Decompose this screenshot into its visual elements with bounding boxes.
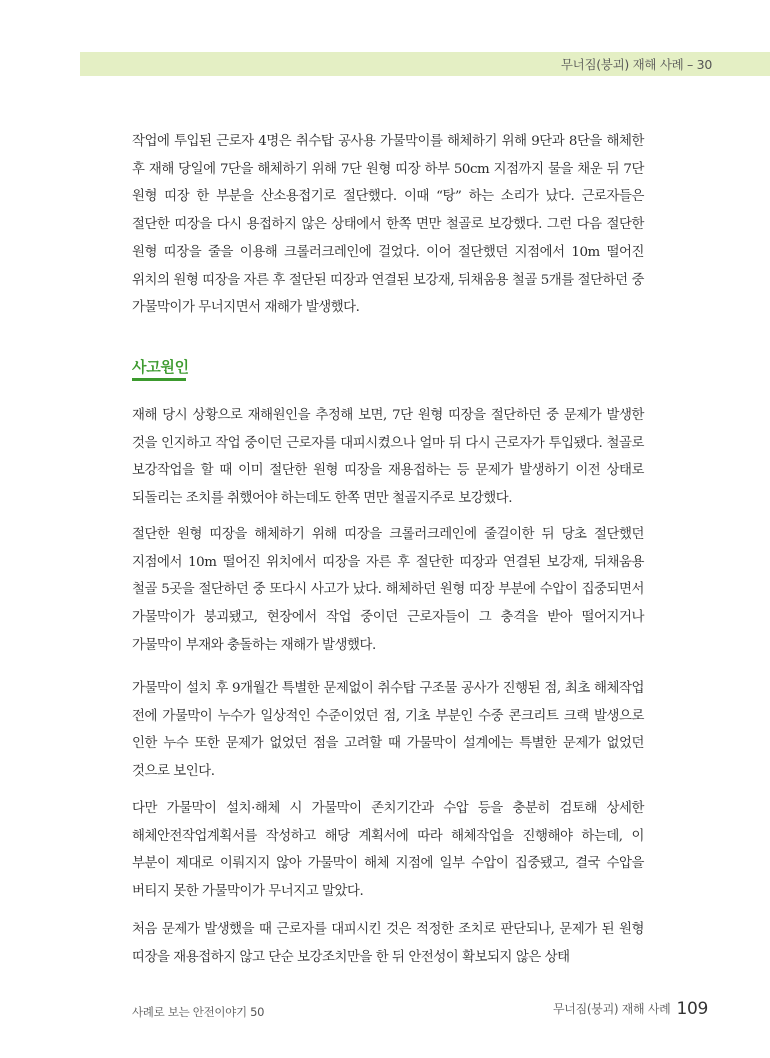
paragraph-4: 다만 가물막이 설치·해체 시 가물막이 존치기간과 수압 등을 충분히 검토해 상세한 해체안전작업계획서를 작성하고 해당 계획서에 따라 해체작업을 진행해야 하는데, 이 부분이 제대로 이뤄지지 않아 가물막이 해체 지점에 일부 수압이 집중됐고, 결국 수압을 버티지 못한 가물막이가 무너지고 말았다. — [132, 801, 644, 900]
running-header: 무너짐(붕괴) 재해 사례 – 30 — [560, 57, 712, 72]
paragraph-3: 가물막이 설치 후 9개월간 특별한 문제없이 취수탑 구조물 공사가 진행된 점, 최초 해체작업 전에 가물막이 누수가 일상적인 수준이었던 점, 기초 부분인 수중 콘크리트 크랙 발생으로 인한 누수 또한 문제가 없었던 점을 고려할 때 가물막이 설계에는 특별한 문제가 없었던 것으로 보인다. — [132, 681, 644, 780]
intro-paragraph: 작업에 투입된 근로자 4명은 취수탑 공사용 가물막이를 해체하기 위해 9단과 8단을 해체한 후 재해 당일에 7단을 해체하기 위해 7단 원형 띠장 하부 50cm 지점까지 물을 채운 뒤 7단 원형 띠장 한 부분을 산소용접기로 절단했다. 이때 “탕” 하는 소리가 났다. 근로자들은 절단한 띠장을 다시 용접하지 않은 상태에서 한쪽 면만 철골로 보강했다. 그런 다음 절단한 원형 띠장을 줄을 이용해 크롤러크레인에 걸었다. 이어 절단했던 지점에서 10m 떨어진 위치의 원형 띠장을 자른 후 절단된 띠장과 연결된 보강재, 뒤채움용 철골 5개를 절단하던 중 가물막이가 무너지면서 재해가 발생했다. — [132, 134, 644, 316]
footer-right — [553, 999, 708, 1019]
footer-book-title: 사례로 보는 안전이야기 50 — [132, 1005, 265, 1019]
paragraph-2: 절단한 원형 띠장을 해체하기 위해 띠장을 크롤러크레인에 줄걸이한 뒤 당초 절단했던 지점에서 10m 떨어진 위치에서 띠장을 자른 후 절단한 띠장과 연결된 보강재, 뒤채움용 철골 5곳을 절단하던 중 또다시 사고가 났다. 해체하던 원형 띠장 부분에 수압이 집중되면서 가물막이가 붕괴됐고, 현장에서 작업 중이던 근로자들이 그 충격을 받아 떨어지거나 가물막이 부재와 충돌하는 재해가 발생했다. — [132, 527, 644, 653]
section-heading: 사고원인 — [132, 358, 189, 376]
paragraph-1: 재해 당시 상황으로 재해원인을 추정해 보면, 7단 원형 띠장을 절단하던 중 문제가 발생한 것을 인지하고 작업 중이던 근로자를 대피시켰으나 얼마 뒤 다시 근로자가 투입됐다. 철골로 보강작업을 할 때 이미 절단한 원형 띠장을 재용접하는 등 문제가 발생하기 이전 상태로 되돌리는 조치를 취했어야 하는데도 한쪽 면만 철골지주로 보강했다. — [132, 408, 644, 507]
paragraph-5: 처음 문제가 발생했을 때 근로자를 대피시킨 것은 적정한 조치로 판단되나, 문제가 된 원형 띠장을 재용접하지 않고 단순 보강조치만을 한 뒤 안전성이 확보되지 않은 상태 — [132, 922, 644, 965]
page-number: 109 — [676, 999, 708, 1019]
heading-underline — [132, 378, 186, 381]
footer-section-title: 무너짐(붕괴) 재해 사례 — [553, 1002, 671, 1016]
